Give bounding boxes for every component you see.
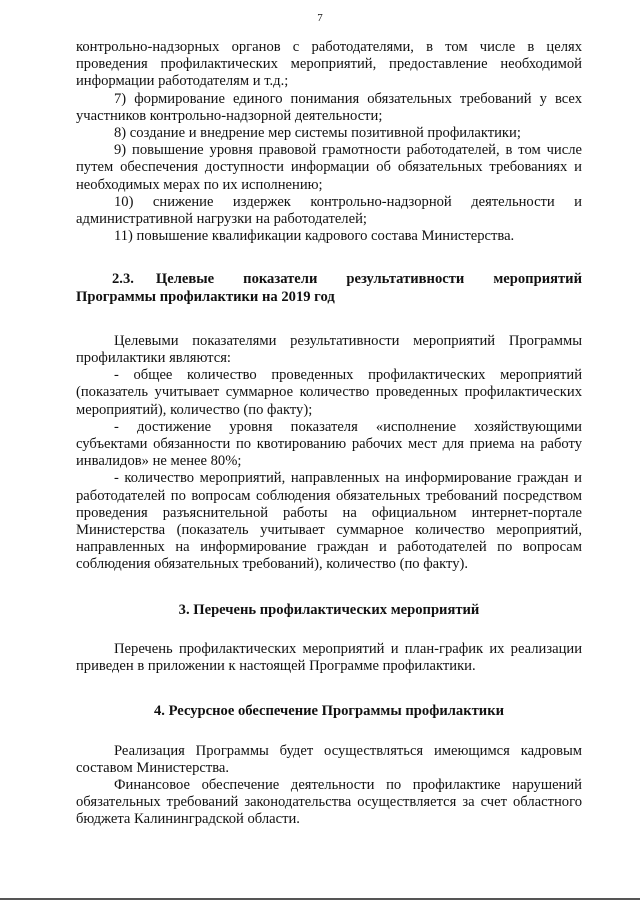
section-3-text: Перечень профилактических мероприятий и план-график их реализации приведен в приложении к настоящей Программе профилактики. xyxy=(76,640,582,675)
section-4-heading: 4. Ресурсное обеспечение Программы профилактики xyxy=(153,703,505,720)
section-2-3-heading xyxy=(76,271,582,305)
paragraph-continuation: контрольно-надзорных органов с работодателями, в том числе в целях проведения профилактических мероприятий, предоставление необходимой информации работодателям и т.д.; xyxy=(76,39,582,90)
section-4-paragraph: Реализация Программы будет осуществляться имеющимся кадровым составом Министерства. xyxy=(76,742,582,776)
page-bottom-edge xyxy=(0,898,640,900)
indicator-item: - общее количество проведенных профилактических мероприятий (показатель учитывает суммарное количество проведенных профилактических мероприятий), количество (по факту); xyxy=(76,367,582,418)
section-4-paragraph: Финансовое обеспечение деятельности по профилактике нарушений обязательных требований законодательства осуществляется за счет областного бюджета Калининградской области. xyxy=(76,776,582,828)
page-number: 7 xyxy=(317,12,323,24)
list-item-7: 7) формирование единого понимания обязательных требований у всех участников контрольно-надзорной деятельности; xyxy=(76,90,582,124)
indicator-item: - достижение уровня показателя «исполнение хозяйствующими субъектами обязанности по квотированию рабочих мест для приема на работу инвалидов» не менее 80%; xyxy=(76,418,582,470)
list-item-11: 11) повышение квалификации кадрового состава Министерства. xyxy=(114,228,515,245)
section-2-3-number: 2.3. xyxy=(112,271,134,288)
section-3-heading: 3. Перечень профилактических мероприятий xyxy=(178,601,480,618)
list-item-8: 8) создание и внедрение мер системы позитивной профилактики; xyxy=(114,125,521,142)
document-body xyxy=(76,39,582,829)
list-item-9: 9) повышение уровня правовой грамотности работодателей, в том числе путем обеспечения доступности информации об обязательных требованиях и необходимых мерах по их исполнению; xyxy=(76,142,582,193)
section-2-3-title: Целевые показатели результативности мероприятий Программы профилактики на 2019 год xyxy=(76,271,582,305)
section-2-3-intro: Целевыми показателями результативности мероприятий Программы профилактики являются: xyxy=(76,332,582,367)
indicator-item: - количество мероприятий, направленных на информирование граждан и работодателей по вопросам соблюдения обязательных требований посредством проведения разъяснительной работы на официальном интернет-портале Министерства (показатель учитывает суммарное количество мероприятий, направленных на информирование граждан и работодателей по вопросам соблюдения обязательных требований), количество (по факту). xyxy=(76,470,582,573)
list-item-10: 10) снижение издержек контрольно-надзорной деятельности и административной нагрузки на работодателей; xyxy=(76,193,582,228)
